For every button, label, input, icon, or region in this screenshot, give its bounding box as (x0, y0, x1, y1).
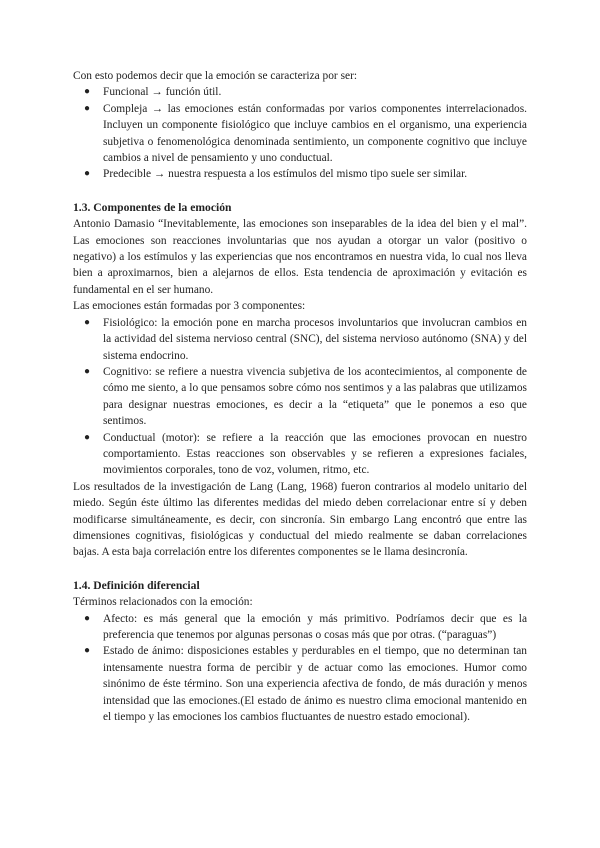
paragraph: Antonio Damasio “Inevitablemente, las emociones son inseparables de la idea del bien y el mal”. Las emociones son reacciones involuntarias que nos ayudan a otorgar un valor (positivo o negativo) a los estímulos y las experiencias que nos encontramos en nuestra vida, lo cual nos lleva bien a aproximarnos, bien a alejarnos de ellos. Esta tendencia de aproximación y evitación es fundamental en el ser humano. (73, 218, 527, 296)
bullet-icon: ● (84, 365, 91, 377)
list-item: ● Conductual (motor): se refiere a la reacción que las emociones provocan en nuestro comportamiento. Estas reacciones son observables y se refieren a expresiones faciales, movimientos corporales, tono de voz, volumen, ritmo, etc. (84, 431, 527, 477)
bullet-icon: ● (84, 645, 91, 657)
document-page (73, 68, 527, 725)
list-item: ● Compleja → las emociones están conformadas por varios componentes interrelacionados. Incluyen un componente fisiológico que incluye cambios en el organismo, una experiencia subjetiva o fenomenológica denominada sentimiento, un componente cognitivo que incluye cambios a nivel de pensamiento y uno conductual. (84, 102, 527, 165)
related-terms-list (73, 611, 527, 726)
list-item: ● Afecto: es más general que la emoción y más primitivo. Podríamos decir que es la preferencia que tenemos por algunas personas o cosas más que por otras. (“paraguas”) (84, 612, 527, 641)
intro-list (73, 84, 527, 182)
list-item: ● Funcional → función útil. (73, 84, 527, 100)
paragraph: Términos relacionados con la emoción: (73, 596, 253, 609)
list-item: ● Predecible → nuestra respuesta a los estímulos del mismo tipo suele ser similar. (73, 166, 527, 182)
list-item: ● Estado de ánimo: disposiciones estables y perdurables en el tiempo, que no determinan tan intensamente nuestra forma de percibir y de actuar como las emociones. Humor como sinónimo de éste término. Son una experiencia afectiva de fondo, de más duración y menos intensidad que las emociones.(El estado de ánimo es nuestro clima emocional mantenido en el tiempo y las emociones los cambios fluctuantes de nuestro estado emocional). (84, 645, 527, 724)
list-item: ● Cognitivo: se refiere a nuestra vivencia subjetiva de los acontecimientos, al componente de cómo me siento, a lo que pensamos sobre cómo nos sentimos y a las palabras que utilizamos para designar nuestras emociones, es decir a la “etiqueta” que le ponemos a eso que sentimos. (84, 365, 527, 428)
section-heading-components: 1.3. Componentes de la emoción (73, 200, 232, 214)
section-heading-definition: 1.4. Definición diferencial (73, 578, 200, 592)
intro-lead: Con esto podemos decir que la emoción se caracteriza por ser: (73, 70, 358, 82)
list-item: ● Fisiológico: la emoción pone en marcha procesos involuntarios que involucran cambios en la actividad del sistema nervioso central (SNC), del sistema nervioso autónomo (SNA) y del sistema endocrino. (84, 316, 527, 362)
bullet-icon: ● (84, 102, 91, 114)
components-list (73, 315, 527, 479)
bullet-icon: ● (84, 431, 91, 443)
bullet-icon: ● (84, 612, 91, 624)
bullet-icon: ● (84, 316, 91, 328)
bullet-icon: ● (84, 86, 91, 98)
paragraph: Las emociones están formadas por 3 componentes: (73, 300, 306, 313)
paragraph: Los resultados de la investigación de Lang (Lang, 1968) fueron contrarios al modelo unitario del miedo. Según éste último las diferentes medidas del miedo deben correlacionar entre sí y deben modificarse simultáneamente, es decir, con sincronía. Sin embargo Lang encontró que entre las dimensiones cognitivas, fisiológicas y conductual del miedo realmente se daban correlaciones bajas. A esta baja correlación entre los diferentes componentes se le llama desincronía. (73, 480, 527, 559)
bullet-icon: ● (84, 168, 91, 180)
